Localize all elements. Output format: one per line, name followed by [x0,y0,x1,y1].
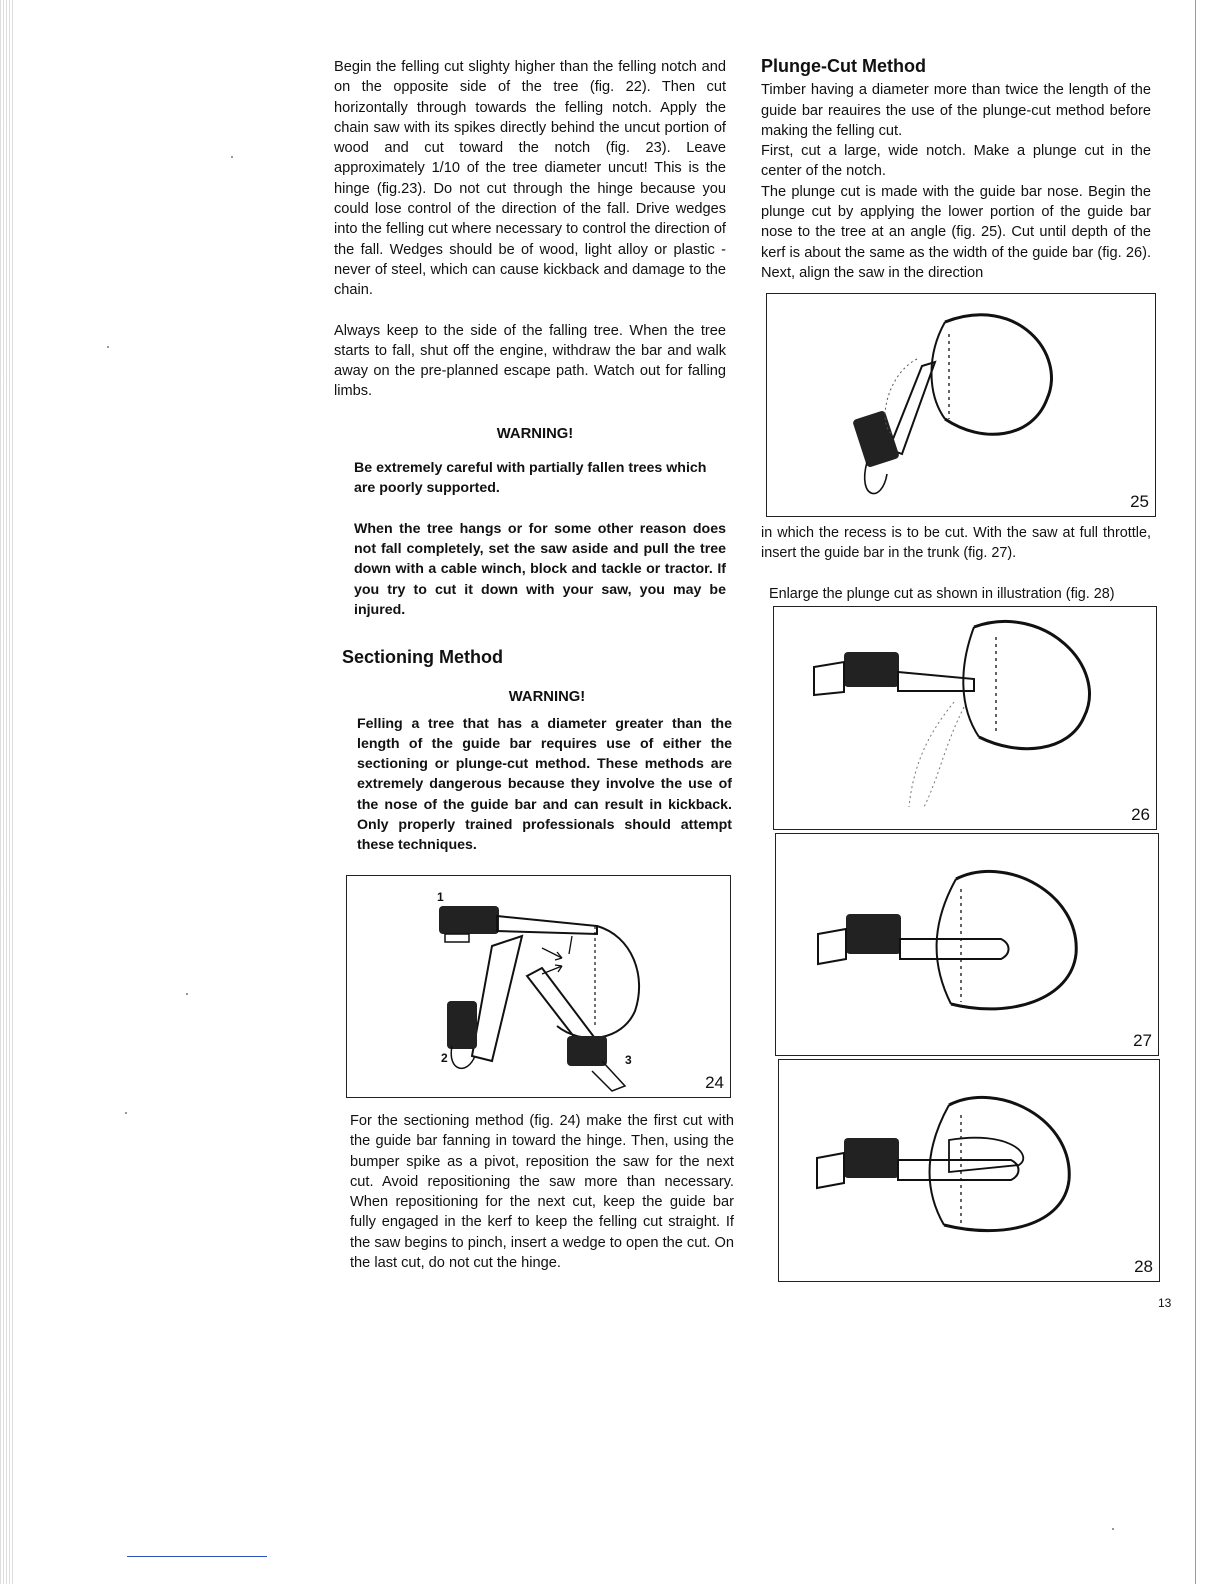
right-column-top [761,56,1151,283]
page-edge-line [1195,0,1196,1584]
warning-text-1: Be extremely careful with partially fallen trees which are poorly supported. [354,460,707,497]
tree-cross-section [963,621,1089,748]
plunge-cut-heading: Plunge-Cut Method [761,56,926,76]
fig24-label-3: 3 [625,1053,632,1067]
enlarge-paragraph: Enlarge the plunge cut as shown in illustration (fig. 28) [769,585,1115,602]
saw-inserted [818,914,1009,964]
felling-cut-paragraph: Begin the felling cut slighty higher than the felling notch and on the opposite side of the tree (fig. 22). Then cut horizontally through towards the felling notch. Apply the chain saw with its spikes directly behind the uncut portion of wood and cut toward the notch (fig. 23). Leave approximately 1/10 of the tree diameter uncut! This is the hinge (fig.23). Do not cut through the hinge because you could lose control of the direction of the fall. Drive wedges into the felling cut where necessary to control the direction of the fall. Wedges should be of wood, light alloy or plastic - never of steel, which can cause kickback and damage to the chain. [334,59,726,299]
hanging-tree-paragraph: When the tree hangs or for some other reason does not fall completely, set the saw aside and pull the tree down with a cable winch, block and tackle or tractor. If you try to cut it down with your saw, you may be injured. [354,520,726,618]
sectioning-instructions [350,1111,734,1273]
warning-title-2: WARNING! [508,689,586,706]
scan-dot [186,993,188,995]
bottom-rule [127,1556,267,1557]
fig25-number: 25 [1130,492,1149,511]
figure-28 [778,1059,1160,1282]
saw-3 [527,968,625,1091]
scan-dot [1112,1528,1114,1530]
tree-cross-section [937,871,1077,1008]
warning-text-2: Felling a tree that has a diameter greater than the length of the guide bar requires use of either the sectioning or plunge-cut method. These methods are extremely dangerous because they involve the use of the nose of the guide bar and can result in kickback. Only properly trained professionals should attempt these techniques. [357,715,732,854]
tree-outline [557,926,639,1038]
fig24-label-2: 2 [441,1051,448,1065]
fig27-number: 27 [1133,1031,1152,1050]
page-number: 13 [1158,1296,1172,1310]
side-of-tree-paragraph: Always keep to the side of the falling tree. When the tree starts to fall, shut off the engine, withdraw the bar and walk away on the pre-planned escape path. Watch out for falling limbs. [334,322,726,400]
sectioning-heading: Sectioning Method [342,647,503,667]
plunge-nose-paragraph: The plunge cut is made with the guide bar nose. Begin the plunge cut by applying the lower portion of the guide bar nose to the tree at an angle (fig. 25). Cut until depth of the kerf is about the same as the width of the guide bar (fig. 26). Next, align the saw in the direction [761,183,1151,281]
tree-cross-section [932,315,1052,434]
fig24-label-1: 1 [437,890,444,904]
insert-bar-paragraph: in which the recess is to be cut. With the saw at full throttle, insert the guide bar in the trunk (fig. 27). [761,525,1151,562]
tree-cross-section [930,1097,1070,1230]
figure-27 [775,833,1159,1056]
right-column-mid [761,523,1151,604]
figure-25 [766,293,1156,517]
fig26-number: 26 [1131,805,1150,824]
fig24-number: 24 [705,1073,724,1092]
plunge-notch-paragraph: First, cut a large, wide notch. Make a plunge cut in the center of the notch. [761,143,1151,180]
plunge-intro-paragraph: Timber having a diameter more than twice the length of the guide bar reauires the use of the plunge-cut method before making the felling cut. [761,82,1151,139]
sectioning-paragraph: For the sectioning method (fig. 24) make the first cut with the guide bar fanning in toward the hinge. Then, using the bumper spike as a pivot, reposition the saw for the next cut. Avoid repositioning the saw more than necessary. When repositioning for the next cut, keep the guide bar fully engaged in the kerf to keep the felling cut straight. If the saw begins to pinch, insert a wedge to open the cut. On the last cut, do not cut the hinge. [350,1113,734,1272]
sectioning-illustration [347,876,730,1097]
left-column [334,57,726,620]
fig28-number: 28 [1134,1257,1153,1276]
scan-dot [125,1112,127,1114]
sectioning-block [342,647,732,856]
saw-enlarging [817,1138,1019,1188]
binding-edge [0,0,14,1584]
saw-horizontal [814,652,974,695]
scan-dot [107,346,109,348]
warning-title-1: WARNING! [496,425,574,442]
enlarged-cut-outline [949,1138,1023,1172]
saw-2 [447,936,522,1068]
saw-angled [852,362,935,494]
figure-24 [346,875,731,1098]
scan-dot [231,156,233,158]
figure-26 [773,606,1157,830]
